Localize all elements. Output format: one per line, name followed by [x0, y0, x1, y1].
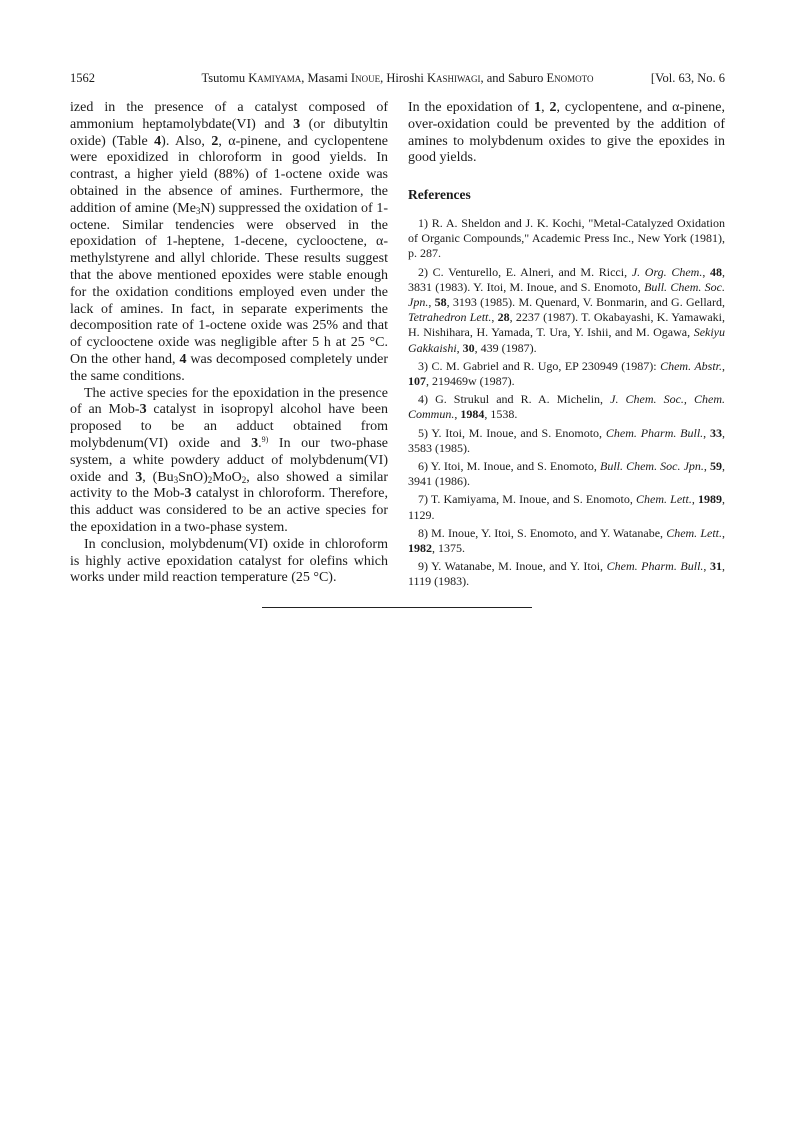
reference-item: 4) G. Strukul and R. A. Michelin, J. Chem. Soc., Chem. Commun., 1984, 1538.	[408, 392, 725, 422]
left-column	[70, 100, 388, 587]
running-header	[70, 71, 725, 89]
reference-item: 6) Y. Itoi, M. Inoue, and S. Enomoto, Bull. Chem. Soc. Jpn., 59, 3941 (1986).	[408, 459, 726, 489]
reference-item: 8) M. Inoue, Y. Itoi, S. Enomoto, and Y. Watanabe, Chem. Lett., 1982, 1375.	[408, 525, 725, 556]
reference-item: 9) Y. Watanabe, M. Inoue, and Y. Itoi, Chem. Pharm. Bull., 31, 1119 (1983).	[408, 559, 725, 589]
reference-item: 7) T. Kamiyama, M. Inoue, and S. Enomoto, Chem. Lett., 1989, 1129.	[408, 492, 725, 522]
references-heading: References	[408, 187, 471, 203]
reference-item: 3) C. M. Gabriel and R. Ugo, EP 230949 (1987): Chem. Abstr., 107, 219469w (1987).	[408, 358, 726, 389]
reference-list	[408, 216, 725, 590]
reference-item: 2) C. Venturello, E. Alneri, and M. Ricci, J. Org. Chem., 48, 3831 (1983). Y. Itoi, M. Inoue, and S. Enomoto, Bull. Chem. Soc. Jpn., 58, 3193 (1985). M. Quenard, V. Bonmarin, and G. Gellard, Tetrahedron Lett., 28, 2237 (1987). T. Okabayashi, K. Yamawaki, H. Nishihara, H. Yamada, T. Ura, Y. Ishii, and M. Ogawa, Sekiyu Gakkaishi, 30, 439 (1987).	[408, 264, 726, 355]
reference-item: 5) Y. Itoi, M. Inoue, and S. Enomoto, Chem. Pharm. Bull., 33, 3583 (1985).	[408, 425, 725, 455]
running-authors: Tsutomu Kamiyama, Masami Inoue, Hiroshi Kashiwagi, and Saburo Enomoto	[201, 71, 594, 85]
page-number: 1562	[70, 71, 95, 85]
volume-issue: [Vol. 63, No. 6	[650, 71, 725, 85]
right-column	[408, 100, 725, 593]
end-rule	[262, 607, 532, 608]
reference-item: 1) R. A. Sheldon and J. K. Kochi, "Metal-Catalyzed Oxidation of Organic Compounds," Academic Press Inc., New York (1981), p. 287.	[408, 215, 725, 261]
paragraph: In conclusion, molybdenum(VI) oxide in chloroform is highly active epoxidation catalyst for olefins which works under mild reaction temperature (25 °C).	[70, 536, 388, 586]
paragraph: ized in the presence of a catalyst composed of ammonium heptamolybdate(VI) and 3 (or dibutyltin oxide) (Table 4). Also, 2, α-pinene, and cyclopentene were epoxidized in chloroform in good yields. In contrast, a higher yield (88%) of 1-octene oxide was obtained in the absence of amines. Furthermore, the addition of amine $(Me_3N)$ suppressed the oxidation of 1-octene. Similar tendencies were observed in the epoxidation of 1-heptene, 1-decene, cyclooctene, α-methylstyrene and allyl chloride. These results suggest that the above mentioned epoxides were stable enough for the oxidation conditions employed even under the lack of amines. In fact, in separate experiments the decomposition rate of 1-octene oxide was 25% and that of cyclooctene oxide was negligible after 5 h at 25 °C. On the other hand, 4 was decomposed completely under the same conditions.	[70, 100, 389, 384]
paragraph: The active species for the epoxidation in the presence of an Mob-3 catalyst in isopropyl alcohol have been proposed to be an adduct obtained from molybdenum(VI) oxide and 3.$^{9)}$ In our two-phase system, a white powdery adduct of molybdenum(VI) oxide and 3, $(Bu_3SnO)_2MoO_2$, also showed a similar activity to the Mob-3 catalyst in chloroform. Therefore, this adduct was considered to be an active species for the epoxidation in a two-phase system.	[70, 385, 389, 535]
paragraph: In the epoxidation of 1, 2, cyclopentene, and α-pinene, over-oxidation could be prevented by the addition of amines to molybdenum oxides to give the epoxides in good yields.	[408, 100, 725, 166]
